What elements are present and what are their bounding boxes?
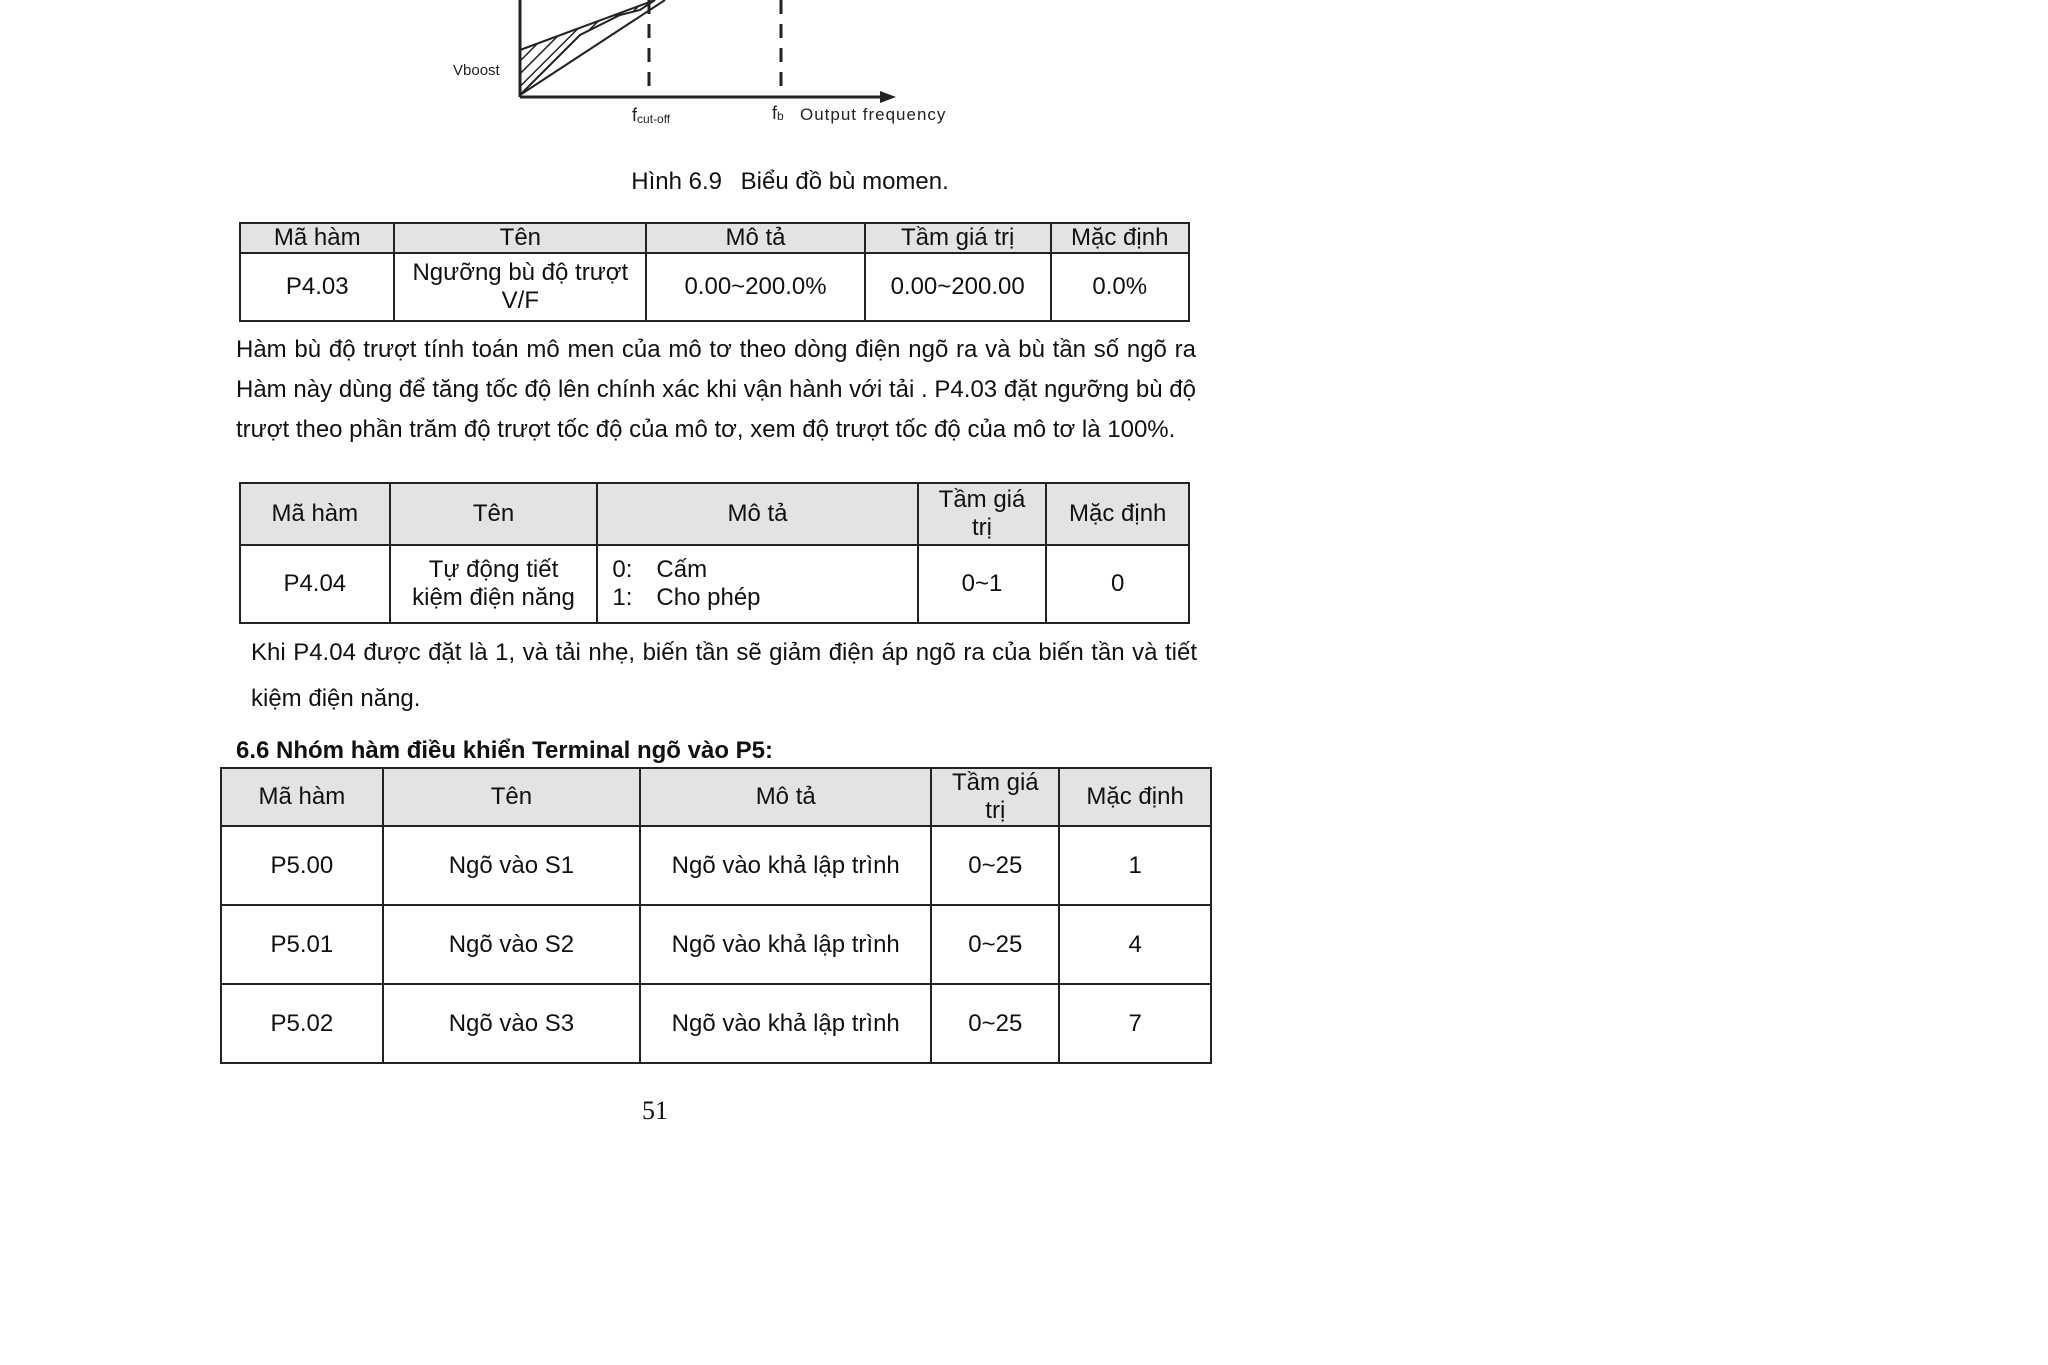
header-name: Tên [390, 483, 598, 545]
vboost-label: Vboost [453, 62, 500, 79]
cell-range: 0~25 [931, 826, 1059, 905]
header-range-line1: Tầm giá [938, 486, 1026, 513]
header-desc: Mô tả [640, 768, 931, 826]
cell-range: 0.00~200.00 [865, 253, 1051, 321]
option-item: 1: Cho phép [612, 584, 761, 611]
cell-code: P5.02 [221, 984, 383, 1063]
paragraph-energy-saving: Khi P4.04 được đặt là 1, và tải nhẹ, biến tần sẽ giảm điện áp ngõ ra của biến tần và tiết kiệm điện năng. [251, 639, 1197, 712]
header-range [918, 483, 1047, 545]
cell-range: 0~25 [931, 905, 1059, 984]
cell-name-line2: V/F [501, 287, 539, 314]
cell-default: 4 [1059, 905, 1211, 984]
cell-name [394, 253, 646, 321]
header-range-line2: trị [985, 797, 1006, 824]
cell-name: Ngõ vào S3 [383, 984, 640, 1063]
header-range [931, 768, 1059, 826]
fcut-label: fcut-off [632, 105, 671, 126]
header-default: Mặc định [1059, 768, 1211, 826]
cell-name-line2: kiệm điện năng [412, 584, 575, 611]
torque-boost-figure [440, 0, 1000, 140]
header-default: Mặc định [1051, 223, 1190, 253]
cell-name [390, 545, 598, 623]
table-row [221, 984, 1211, 1063]
header-name: Tên [383, 768, 640, 826]
cell-name-line1: Tự động tiết [428, 556, 559, 583]
cell-desc: Ngõ vào khả lập trình [640, 905, 931, 984]
x-axis-label: Output frequency [800, 105, 947, 124]
header-range: Tầm giá trị [865, 223, 1051, 253]
torque-boost-diagram [440, 0, 1000, 140]
cell-desc: 0.00~200.0% [646, 253, 865, 321]
fb-label: fb [772, 103, 784, 123]
cell-name-line1: Ngưỡng bù độ trượt [412, 259, 629, 286]
table-p4-04 [239, 482, 1190, 624]
header-name: Tên [394, 223, 646, 253]
header-default: Mặc định [1046, 483, 1189, 545]
x-axis-arrow [880, 91, 896, 103]
table-row [240, 545, 1189, 623]
page-number: 51 [642, 1096, 668, 1125]
table-header-row [240, 483, 1189, 545]
cell-name: Ngõ vào S2 [383, 905, 640, 984]
cell-default: 1 [1059, 826, 1211, 905]
paragraph-slip-compensation: Hàm bù độ trượt tính toán mô men của mô tơ theo dòng điện ngõ ra và bù tần số ngõ ra Hàm này dùng để tăng tốc độ lên chính xác khi vận hành với tải . P4.03 đặt ngưỡng bù độ trượt theo phần trăm độ trượt tốc độ của mô tơ, xem độ trượt tốc độ của mô tơ là 100%. [236, 336, 1196, 443]
table-row [221, 826, 1211, 905]
figure-caption-text: Biểu đồ bù momen. [740, 168, 949, 195]
cell-default: 0 [1046, 545, 1189, 623]
cell-range: 0~25 [931, 984, 1059, 1063]
table-header-row [221, 768, 1211, 826]
table-p4-03 [239, 222, 1190, 322]
header-range-line2: trị [972, 514, 993, 541]
header-code: Mã hàm [240, 223, 394, 253]
cell-desc: Ngõ vào khả lập trình [640, 984, 931, 1063]
figure-caption [0, 168, 1580, 196]
section-heading-p5: 6.6 Nhóm hàm điều khiển Terminal ngõ vào P5: [236, 737, 773, 764]
cell-default: 7 [1059, 984, 1211, 1063]
cell-code: P4.03 [240, 253, 394, 321]
figure-caption-number: Hình 6.9 [631, 168, 722, 195]
cell-default: 0.0% [1051, 253, 1190, 321]
table-p5-inputs [220, 767, 1212, 1064]
cell-options [597, 545, 917, 623]
table-row [221, 905, 1211, 984]
cell-code: P4.04 [240, 545, 390, 623]
cell-name: Ngõ vào S1 [383, 826, 640, 905]
header-desc: Mô tả [597, 483, 917, 545]
table-header-row [240, 223, 1189, 253]
cell-code: P5.01 [221, 905, 383, 984]
cell-range: 0~1 [918, 545, 1047, 623]
cell-desc: Ngõ vào khả lập trình [640, 826, 931, 905]
cell-code: P5.00 [221, 826, 383, 905]
header-code: Mã hàm [221, 768, 383, 826]
header-desc: Mô tả [646, 223, 865, 253]
table-row [240, 253, 1189, 321]
option-item: 0: Cấm [612, 556, 708, 583]
header-code: Mã hàm [240, 483, 390, 545]
header-range-line1: Tầm giá [951, 769, 1039, 796]
